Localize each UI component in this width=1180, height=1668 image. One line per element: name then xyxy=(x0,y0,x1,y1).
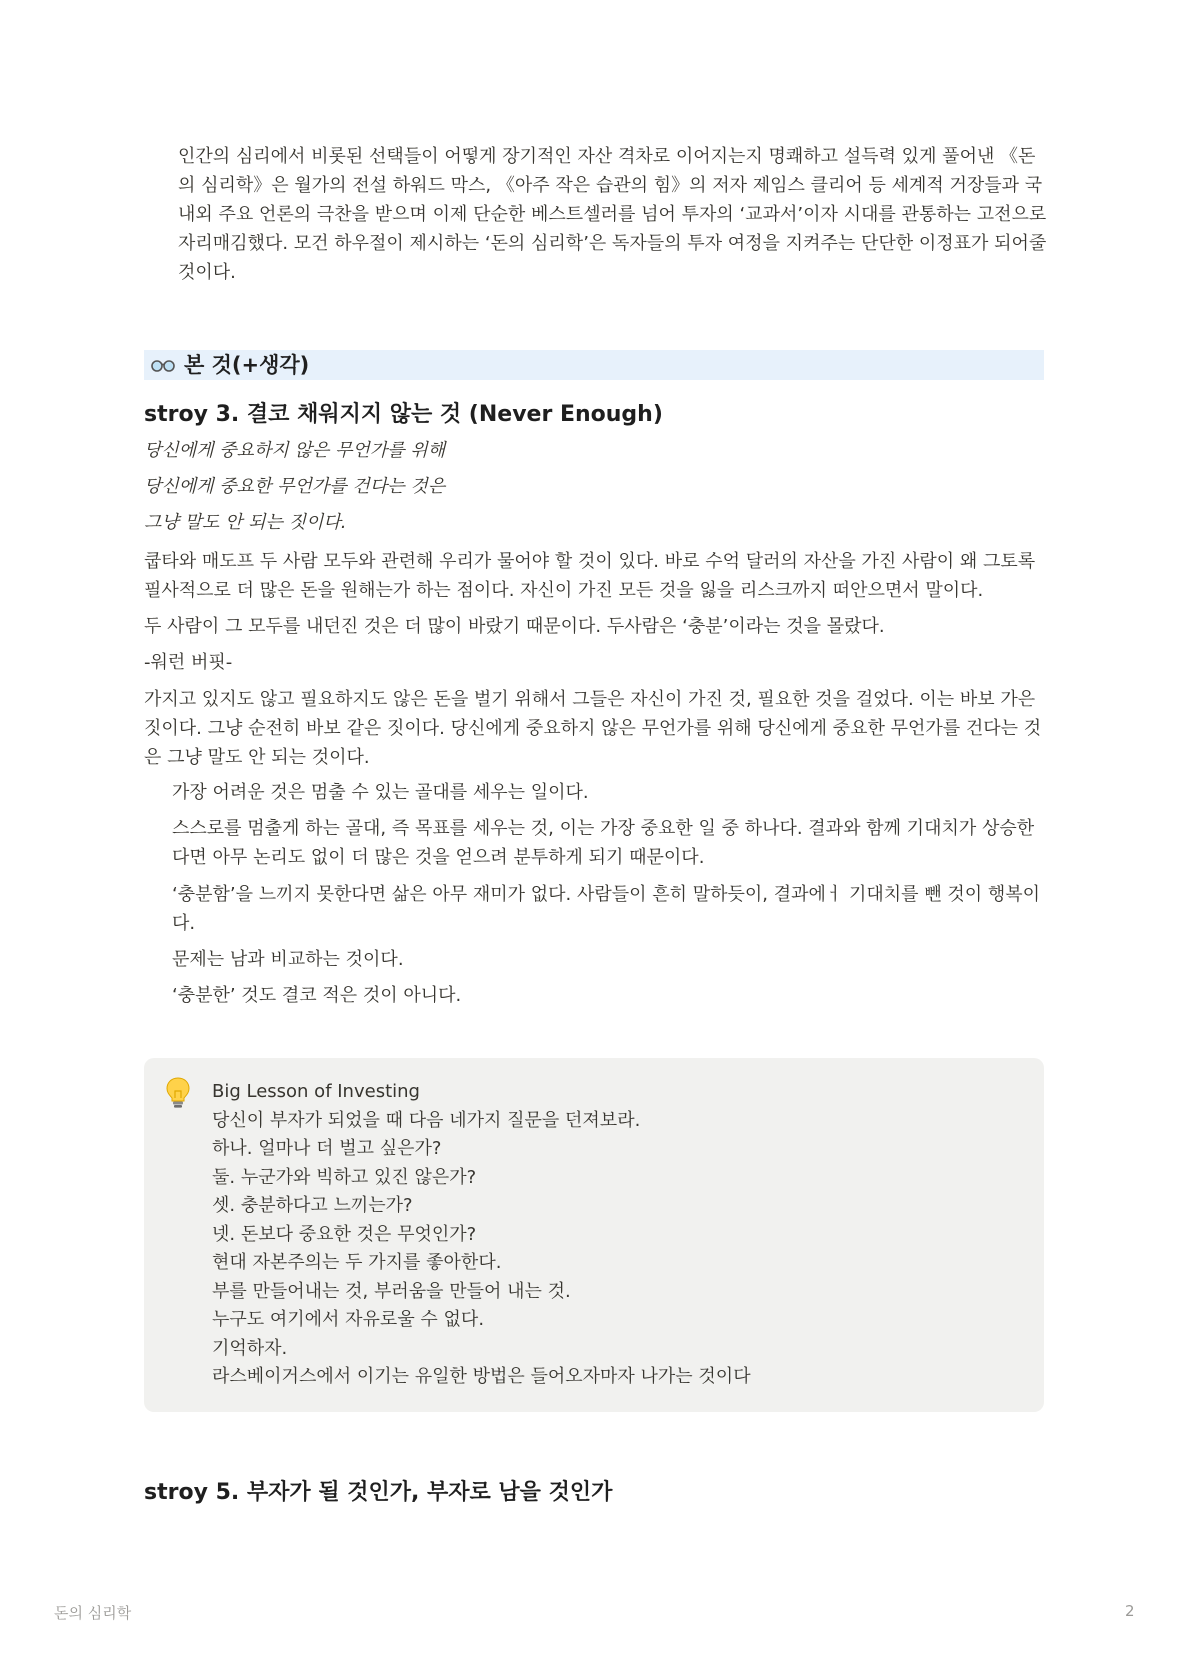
callout-box xyxy=(144,1058,1044,1412)
callout-line: 하나. 얼마나 더 벌고 싶은가? xyxy=(212,1138,442,1159)
callout-text xyxy=(212,1078,751,1392)
callout-line: 라스베이거스에서 이기는 유일한 방법은 들어오자마자 나가는 것이다 xyxy=(212,1366,751,1387)
lightbulb-icon xyxy=(164,1076,192,1114)
callout-line: 둘. 누군가와 빅하고 있진 않은가? xyxy=(212,1166,477,1188)
glasses-icon xyxy=(150,351,176,381)
indented-paragraph: ‘충분함’을 느끼지 못한다면 삶은 아무 재미가 없다. 사람들이 흔히 말하듯이, 결과에ㅓ 기대치를 뺀 것이 행복이다. xyxy=(172,884,1041,934)
indented-paragraph: ‘충분한’ 것도 결코 적은 것이 아니다. xyxy=(172,985,462,1006)
section-heading xyxy=(144,350,1044,380)
callout-line: 당신이 부자가 되었을 때 다음 네가지 질문을 던져보라. xyxy=(212,1109,641,1131)
callout-title: Big Lesson of Investing xyxy=(212,1081,420,1102)
indented-paragraph: 문제는 남과 비교하는 것이다. xyxy=(172,949,404,970)
body-paragraph: 가지고 있지도 않고 필요하지도 않은 돈을 벌기 위해서 그들은 자신이 가진 것, 필요한 것을 걸었다. 이는 바보 가은 짓이다. 그냥 순전히 바보 같은 짓이다. 당신에게 중요하지 않은 무언가를 위해 당신에게 중요한 무언가를 건다는 것은 그냥 말도 안 되는 것이다. xyxy=(144,689,1042,768)
footer-page-number: 2 xyxy=(1125,1602,1135,1620)
callout-line: 현대 자본주의는 두 가지를 좋아한다. xyxy=(212,1252,502,1273)
section-heading-text: 본 것(+생각) xyxy=(184,353,310,377)
callout-line: 넷. 돈보다 중요한 것은 무엇인가? xyxy=(212,1223,477,1245)
story5-title: stroy 5. 부자가 될 것인가, 부자로 남을 것인가 xyxy=(144,1480,613,1505)
quote-line: 그냥 말도 안 되는 짓이다. xyxy=(144,512,347,533)
body-paragraph: 쿱타와 매도프 두 사람 모두와 관련해 우리가 물어야 할 것이 있다. 바로 수억 달러의 자산을 가진 사람이 왜 그토록 필사적으로 더 많은 돈을 원해는가 하는 점이다. 자신이 가진 모든 것을 잃을 리스크까지 떠안으면서 말이다. xyxy=(144,551,1036,601)
callout-line: 누구도 여기에서 자유로울 수 없다. xyxy=(212,1309,485,1330)
indented-paragraph: 스스로를 멈출게 하는 골대, 즉 목표를 세우는 것, 이는 가장 중요한 일 중 하나다. 결과와 함께 기대치가 상승한다면 아무 논리도 없이 더 많은 것을 얻으려 분투하게 되기 때문이다. xyxy=(172,818,1035,868)
story3-title: stroy 3. 결코 채워지지 않는 것 (Never Enough) xyxy=(144,402,663,427)
quote-line: 당신에게 중요한 무언가를 건다는 것은 xyxy=(144,476,446,497)
quote-attribution: -워런 버핏- xyxy=(144,652,233,673)
quote-line: 당신에게 중요하지 않은 무언가를 위해 xyxy=(144,440,446,461)
intro-paragraph: 인간의 심리에서 비롯된 선택들이 어떻게 장기적인 자산 격차로 이어지는지 명쾌하고 설득력 있게 풀어낸 《돈의 심리학》은 월가의 전설 하워드 막스, 《아주 작은 습관의 힘》의 저자 제임스 클리어 등 세계적 거장들과 국내외 주요 언론의 극찬을 받으며 이제 단순한 베스트셀러를 넘어 투자의 ‘교과서’이자 시대를 관통하는 고전으로 자리매김했다. 모건 하우절이 제시하는 ‘돈의 심리학’은 독자들의 투자 여정을 지켜주는 단단한 이정표가 되어줄 것이다. xyxy=(178,146,1047,283)
body-paragraph: 두 사람이 그 모두를 내던진 것은 더 많이 바랐기 때문이다. 두사람은 ‘충분’이라는 것을 몰랐다. xyxy=(144,616,885,637)
callout-line: 기억하자. xyxy=(212,1337,288,1359)
indented-paragraph: 가장 어려운 것은 멈출 수 있는 골대를 세우는 일이다. xyxy=(172,782,589,803)
footer-doc-title: 돈의 심리학 xyxy=(54,1604,132,1622)
callout-line: 부를 만들어내는 것, 부러움을 만들어 내는 것. xyxy=(212,1280,571,1302)
callout-line: 셋. 충분하다고 느끼는가? xyxy=(212,1195,413,1216)
